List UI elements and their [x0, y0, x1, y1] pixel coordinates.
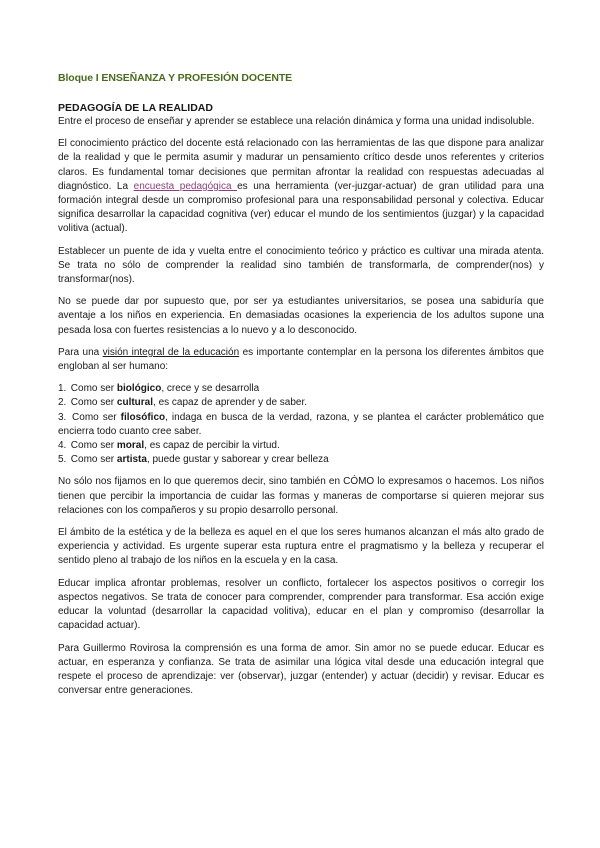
paragraph-4: No se puede dar por supuesto que, por ser ya estudiantes universitarios, se posea una sabiduría que aventaje a los niños en experiencia. En demasiadas ocasiones la experiencia de los adultos supone una pesada losa con fuertes resistencias a lo nuevo y a lo desconocido. — [58, 296, 544, 336]
paragraph-8: Educar implica afrontar problemas, resolver un conflicto, fortalecer los aspectos positivos o corregir los aspectos negativos. Se trata de conocer para comprender, comprender para transformar. Esa acción exige educar la voluntad (desarrollar la capacidad volitiva), educar en el plan y compromiso (desarrollar la capacidad actuar). — [58, 577, 544, 632]
list-item: 3. Como ser filosófico, indaga en busca de la verdad, razona, y se plantea el carácter problemático que encierra todo cuanto cree saber. — [58, 411, 545, 437]
paragraph-2-after: es una herramienta (ver-juzgar-actuar) de gran utilidad para una formación integral desde un compromiso profesional para una responsabilidad personal y colectiva. Educar significa desarrollar la capacidad cognitiva (ver) educar el mundo de los sentimientos (juzgar) y la capacidad volitiva (actual). — [58, 180, 544, 235]
paragraph-2 — [58, 137, 544, 236]
paragraph-7: El ámbito de la estética y de la belleza es aquel en el que los seres humanos alcanzan el más alto grado de experiencia y actividad. Es urgente superar esta ruptura entre el pragmatismo y la belleza y recuperar el sentido pleno al trabajo de los niños en la escuela y en la casa. — [58, 527, 544, 567]
paragraph-5-after: es importante contemplar en la persona los diferentes ámbitos que engloban al ser humano: — [58, 346, 544, 373]
paragraph-3: Establecer un puente de ida y vuelta entre el conocimiento teórico y práctico es cultivar una mirada atenta. Se trata no sólo de comprender la realidad sino también de transformarla, de comprender(nos) y transformar(nos). — [58, 245, 544, 286]
list-item: 5. Como ser artista, puede gustar y saborear y crear belleza — [58, 454, 329, 466]
bloque-heading: Bloque I ENSEÑANZA Y PROFESIÓN DOCENTE — [58, 72, 293, 84]
document-page — [58, 72, 544, 706]
list-item: 4. Como ser moral, es capaz de percibir la virtud. — [58, 440, 280, 452]
ambitos-list — [58, 382, 544, 467]
paragraph-2-before: El conocimiento práctico del docente está relacionado con las herramientas de las que dispone para analizar de la realidad y que le permita asumir y madurar un pensamiento crítico desde unos referentes y criterios claros. Es fundamental tomar decisiones que permitan afrontar la realidad con respuestas adecuadas al diagnóstico. La — [58, 138, 544, 192]
encuesta-pedagogica-link[interactable]: encuesta pedagógica — [133, 180, 238, 192]
list-item: 2. Como ser cultural, es capaz de aprender y de saber. — [58, 397, 308, 409]
section-title: PEDAGOGÍA DE LA REALIDAD — [58, 102, 213, 114]
vision-integral-phrase: visión integral de la educación — [102, 346, 240, 358]
paragraph-9: Para Guillermo Rovirosa la comprensión es una forma de amor. Sin amor no se puede educar. Educar es actuar, en esperanza y confianza. Se trata de asimilar una lógica vital desde una educación integral que respete el proceso de aprendizaje: ver (observar), juzgar (entender) y actuar (decidir) y revisar. Educar es conversar entre generaciones. — [58, 642, 544, 697]
list-item: 1. Como ser biológico, crece y se desarrolla — [58, 383, 260, 395]
paragraph-1: Entre el proceso de enseñar y aprender se establece una relación dinámica y forma una unidad indisoluble. — [58, 116, 535, 127]
paragraph-6: No sólo nos fijamos en lo que queremos decir, sino también en CÓMO lo expresamos o hacemos. Los niños tienen que percibir la importancia de cuidar las formas y maneras de comportarse si quieren mejorar sus relaciones con los compañeros y su propio desarrollo personal. — [58, 476, 544, 516]
paragraph-5 — [58, 346, 544, 374]
paragraph-5-before: Para una — [58, 346, 103, 358]
